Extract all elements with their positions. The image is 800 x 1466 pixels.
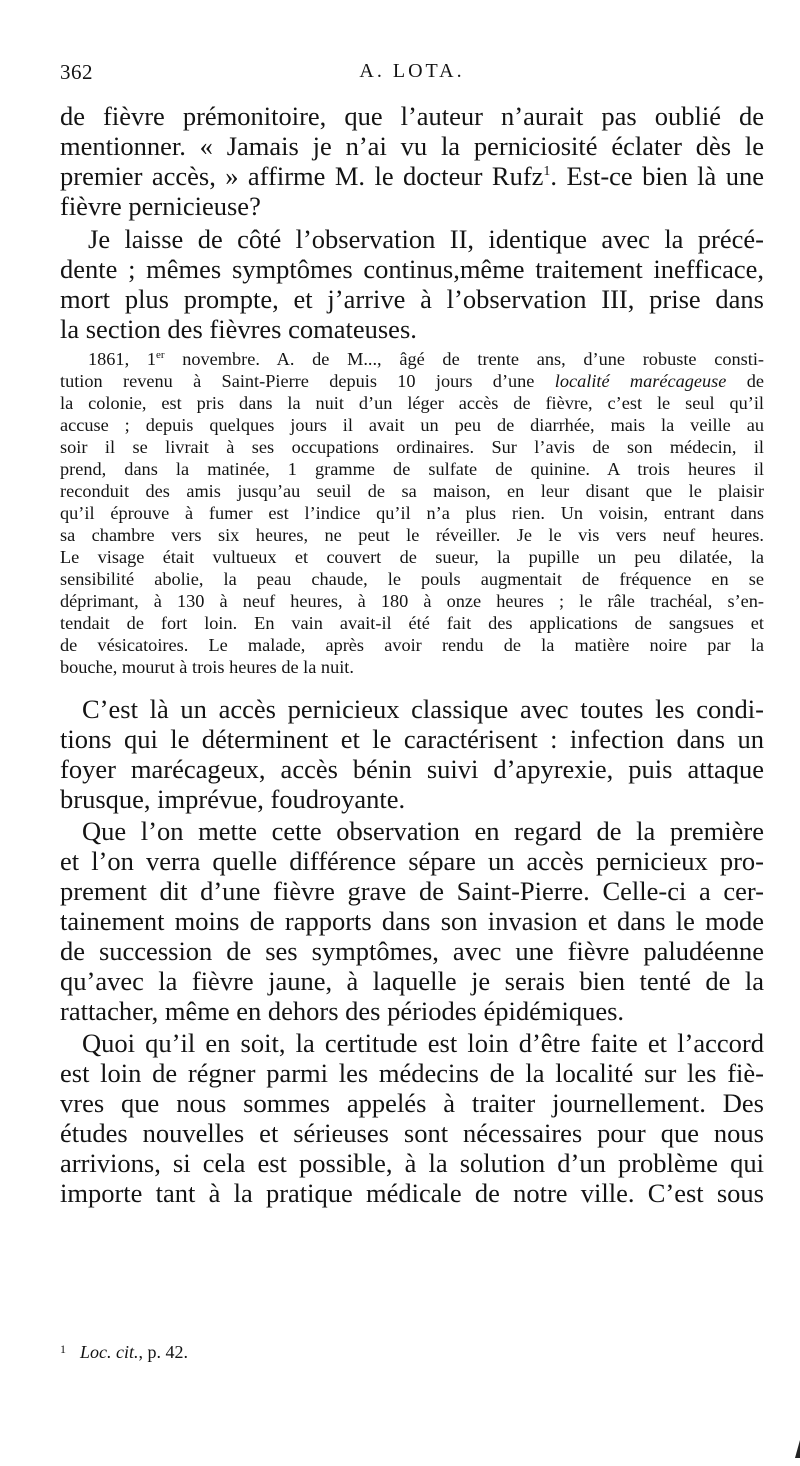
body-line: et l’on verra quelle différence sépare un accès pernicieux pro- [60,846,764,876]
observation-line: déprimant, à 130 à neuf heures, à 180 à onze heures ; le râle trachéal, s’en- [60,591,764,611]
body-line: vres que nous sommes appelés à traiter journellement. Des [60,1088,764,1118]
observation-text: de [726,371,764,391]
body-line: foyer marécageux, accès bénin suivi d’apyrexie, puis attaque [60,754,764,784]
body-line: études nouvelles et sérieuses sont nécessaires pour que nous [60,1118,764,1148]
footnote-mark: 1 [60,1342,66,1356]
observation-emphasis: localité marécageuse [554,371,727,391]
scan-edge-mark [795,1440,800,1458]
body-line: Que l’on mette cette observation en regard de la première [82,816,764,846]
page-header [60,58,764,88]
body-line: fièvre pernicieuse? [60,191,261,221]
body-line: importe tant à la pratique médicale de notre ville. C’est sous [60,1178,764,1208]
body-line [60,161,764,191]
observation-line: tendait de fort loin. En vain avait-il été fait des applications de sangsues et [60,613,764,633]
body-line: arrivions, si cela est possible, à la solution d’un problème qui [60,1148,764,1178]
page-number: 362 [60,60,93,84]
observation-line: Le visage était vultueux et couvert de sueur, la pupille un peu dilatée, la [60,547,764,567]
observation-line: bouche, mourut à trois heures de la nuit. [60,657,354,677]
body-line: Quoi qu’il en soit, la certitude est loin d’être faite et l’accord [82,1028,764,1058]
running-head: A. LOTA. [359,60,465,82]
body-line: tainement moins de rapports dans son invasion et dans le mode [60,906,764,936]
body-line: qu’avec la fièvre jaune, à laquelle je serais bien tenté de la [60,966,764,996]
body-line: prement dit d’une fièvre grave de Saint-Pierre. Celle-ci a cer- [60,876,764,906]
observation-line: sensibilité abolie, la peau chaude, le pouls augmentait de fréquence en se [60,569,764,589]
observation-line: reconduit des amis jusqu’au seuil de sa maison, en leur disant que le plaisir [60,481,764,501]
body-line: Je laisse de côté l’observation II, identique avec la précé- [88,224,764,254]
observation-line: de vésicatoires. Le malade, après avoir rendu de la matière noire par la [60,635,764,655]
body-line: de succession de ses symptômes, avec une fièvre paludéenne [60,936,764,966]
observation-text: novembre. A. de M..., âgé de trente ans, d’une robuste consti- [164,349,765,369]
observation-line: la colonie, est pris dans la nuit d’un léger accès de fièvre, c’est le seul qu’il [60,393,764,413]
observation-line [60,370,764,392]
footnote [60,1341,188,1363]
body-line: rattacher, même en dehors des périodes épidémiques. [60,996,625,1026]
observation-line: accuse ; depuis quelques jours il avait un peu de diarrhée, mais la veille au [60,415,764,435]
body-line: brusque, imprévue, foudroyante. [60,784,406,814]
observation-text: 1861, 1 [88,349,156,369]
body-line: C’est là un accès pernicieux classique avec toutes les condi- [82,694,764,724]
body-line: est loin de régner parmi les médecins de la localité sur les fiè- [60,1058,764,1088]
body-line: mentionner. « Jamais je n’ai vu la perniciosité éclater dès le [60,131,764,161]
footnote-text: , p. 42. [138,1342,188,1362]
observation-line: sa chambre vers six heures, ne peut le réveiller. Je le vis vers neuf heures. [60,525,764,545]
body-text: . Est-ce bien là une [550,161,764,191]
body-line: dente ; mêmes symptômes continus,même traitement inefficace, [60,254,764,284]
observation-line: qu’il éprouve à fumer est l’indice qu’il n’a plus rien. Un voisin, entrant dans [60,503,764,523]
observation-line: prend, dans la matinée, 1 gramme de sulfate de quinine. A trois heures il [60,459,764,479]
body-line: de fièvre prémonitoire, que l’auteur n’aurait pas oublié de [60,101,764,131]
footnote-source: Loc. cit. [80,1342,139,1362]
footnote-reference: 1 [543,164,551,179]
body-line: la section des fièvres comateuses. [60,314,417,344]
body-text: premier accès, » affirme M. le docteur Rufz [60,161,544,191]
observation-line [60,348,764,370]
observation-text: tution revenu à Saint-Pierre depuis 10 jours d’une [60,371,555,391]
body-line: mort plus prompte, et j’arrive à l’observation III, prise dans [60,284,764,314]
observation-line: soir il se livrait à ses occupations ordinaires. Sur l’avis de son médecin, il [60,437,764,457]
ordinal-superscript: er [156,349,165,361]
body-line: tions qui le déterminent et le caractérisent : infection dans un [60,724,764,754]
